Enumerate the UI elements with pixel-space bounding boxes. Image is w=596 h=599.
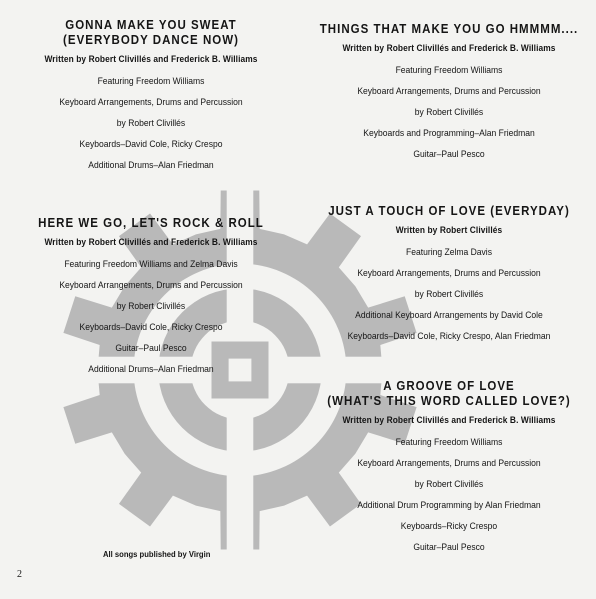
writer-credit: Written by Robert Clivillés and Frederick B. Williams: [44, 54, 258, 64]
writer-credit: Written by Robert Clivillés and Frederick B. Williams: [44, 237, 258, 247]
song-title: JUST A TOUCH OF LOVE (EVERYDAY): [328, 204, 570, 218]
song-block: [16, 18, 286, 176]
credit-line: Featuring Freedom Williams: [395, 437, 503, 447]
credit-line: Keyboard Arrangements, Drums and Percussion: [357, 458, 541, 468]
credit-line: Keyboard Arrangements, Drums and Percussion: [59, 280, 243, 290]
writer-credit: Written by Robert Clivillés and Frederick B. Williams: [342, 415, 556, 425]
credits-list: [16, 254, 286, 380]
credit-line: by Robert Clivillés: [414, 479, 484, 489]
credit-line: Keyboards–David Cole, Ricky Crespo: [79, 139, 223, 149]
credit-line: by Robert Clivillés: [116, 118, 186, 128]
credit-line: Keyboard Arrangements, Drums and Percussion: [357, 268, 541, 278]
credit-line: Keyboards and Programming–Alan Friedman: [363, 128, 535, 138]
song-title: (EVERYBODY DANCE NOW): [63, 33, 239, 47]
song-title: A GROOVE OF LOVE: [383, 379, 515, 393]
song-title: (WHAT'S THIS WORD CALLED LOVE?): [327, 394, 571, 408]
credit-line: Featuring Freedom Williams: [97, 76, 205, 86]
song-block: [306, 22, 592, 165]
page-number: 2: [17, 569, 22, 580]
song-title: THINGS THAT MAKE YOU GO HMMMM....: [319, 22, 579, 36]
credit-line: Guitar–Paul Pesco: [413, 542, 485, 552]
credits-list: [306, 60, 592, 165]
credit-line: Guitar–Paul Pesco: [115, 343, 187, 353]
song-block: [306, 204, 592, 347]
credit-line: Additional Keyboard Arrangements by David Cole: [355, 310, 543, 320]
song-block: [306, 379, 592, 558]
credits-list: [16, 71, 286, 176]
credit-line: by Robert Clivillés: [414, 289, 484, 299]
credit-line: by Robert Clivillés: [414, 107, 484, 117]
credit-line: Keyboard Arrangements, Drums and Percussion: [357, 86, 541, 96]
credit-line: Additional Drum Programming by Alan Friedman: [357, 500, 541, 510]
writer-credit: Written by Robert Clivillés and Frederick B. Williams: [342, 43, 556, 53]
credit-line: Guitar–Paul Pesco: [413, 149, 485, 159]
credit-line: by Robert Clivillés: [116, 301, 186, 311]
credit-line: Featuring Zelma Davis: [406, 247, 492, 257]
credit-line: Additional Drums–Alan Friedman: [88, 160, 214, 170]
credit-line: Keyboards–David Cole, Ricky Crespo: [79, 322, 223, 332]
credit-line: Featuring Freedom Williams and Zelma Davis: [64, 259, 238, 269]
credit-line: Additional Drums–Alan Friedman: [88, 364, 214, 374]
publisher-note: All songs published by Virgin: [103, 549, 211, 559]
song-title: GONNA MAKE YOU SWEAT: [65, 18, 237, 32]
credit-line: Keyboards–Ricky Crespo: [400, 521, 498, 531]
credit-line: Keyboard Arrangements, Drums and Percussion: [59, 97, 243, 107]
credits-list: [306, 432, 592, 558]
song-block: [16, 216, 286, 380]
song-title: HERE WE GO, LET'S ROCK & ROLL: [38, 216, 264, 230]
credits-list: [306, 242, 592, 347]
writer-credit: Written by Robert Clivillés: [395, 225, 503, 235]
credit-line: Featuring Freedom Williams: [395, 65, 503, 75]
credit-line: Keyboards–David Cole, Ricky Crespo, Alan Friedman: [347, 331, 551, 341]
